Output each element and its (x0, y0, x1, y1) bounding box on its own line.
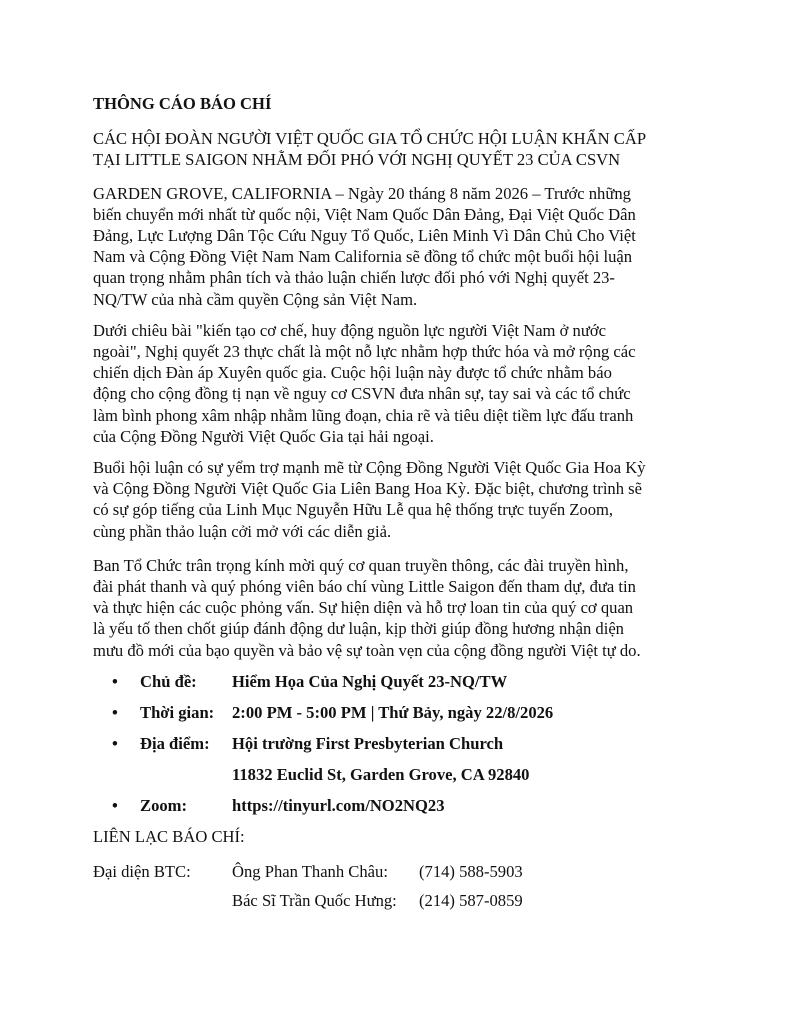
detail-topic (93, 671, 705, 692)
paragraph-intro (93, 183, 705, 310)
detail-place (93, 733, 705, 754)
zoom-link[interactable]: https://tinyurl.com/NO2NQ23 (232, 795, 445, 815)
title-line: TẠI LITTLE SAIGON NHẰM ĐỐI PHÓ VỚI NGHỊ QUYẾT 23 CỦA CSVN (93, 150, 621, 170)
paragraph-line: Buổi hội luận có sự yểm trợ mạnh mẽ từ Cộng Đồng Người Việt Quốc Gia Hoa Kỳ (93, 458, 646, 478)
detail-label: Thời gian: (140, 702, 215, 722)
paragraph-line: Đảng, Lực Lượng Dân Tộc Cứu Nguy Tổ Quốc, Liên Minh Vì Dân Chủ Cho Việt (93, 226, 636, 246)
paragraph-invitation (93, 555, 705, 661)
detail-value: 2:00 PM - 5:00 PM | Thứ Bảy, ngày 22/8/2026 (232, 702, 554, 722)
contact-row (93, 890, 705, 911)
bullet-icon: • (112, 733, 118, 753)
paragraph-line: ngoài", Nghị quyết 23 thực chất là một nỗ lực nhằm hợp thức hóa và mở rộng các (93, 342, 636, 362)
detail-place-address (93, 764, 705, 785)
contact-phone: (214) 587-0859 (419, 891, 523, 911)
paragraph-line: cùng phần thảo luận cởi mở với các diễn giả. (93, 521, 392, 541)
detail-value: 11832 Euclid St, Garden Grove, CA 92840 (232, 764, 530, 784)
detail-label: Địa điểm: (140, 733, 210, 753)
bullet-icon: • (112, 702, 118, 722)
detail-label: Chủ đề: (140, 671, 197, 691)
paragraph-line: của Cộng Đồng Người Việt Quốc Gia tại hải ngoại. (93, 426, 434, 446)
contact-row (93, 861, 705, 882)
detail-value: Hiểm Họa Của Nghị Quyết 23-NQ/TW (232, 671, 508, 691)
paragraph-line: động cho cộng đồng tị nạn về nguy cơ CSVN đưa nhân sự, tay sai và các tổ chức (93, 384, 631, 404)
paragraph-line: mưu đồ mới của bạo quyền và bảo vệ sự toàn vẹn của cộng đồng người Việt tự do. (93, 640, 641, 660)
bullet-icon: • (112, 671, 118, 691)
event-details-list (93, 671, 705, 816)
title-line: CÁC HỘI ĐOÀN NGƯỜI VIỆT QUỐC GIA TỔ CHỨC HỘI LUẬN KHẨN CẤP (93, 129, 647, 149)
detail-zoom (93, 795, 705, 816)
paragraph-line: đài phát thanh và quý phóng viên báo chí vùng Little Saigon đến tham dự, đưa tin (93, 577, 636, 597)
paragraph-line: có sự góp tiếng của Linh Mục Nguyễn Hữu Lễ qua hệ thống trực tuyến Zoom, (93, 500, 614, 520)
paragraph-line: GARDEN GROVE, CALIFORNIA – Ngày 20 tháng 8 năm 2026 – Trước những (93, 183, 631, 203)
paragraph-line: quan trọng nhằm phân tích và thảo luận chiến lược đối phó với Nghị quyết 23- (93, 268, 615, 288)
detail-label: Zoom: (140, 795, 188, 815)
contact-phone: (714) 588-5903 (419, 862, 523, 882)
paragraph-line: chiến dịch Đàn áp Xuyên quốc gia. Cuộc hội luận này được tổ chức nhằm báo (93, 363, 612, 383)
paragraph-line: NQ/TW của nhà cầm quyền Cộng sản Việt Nam. (93, 289, 418, 309)
contact-heading: LIÊN LẠC BÁO CHÍ: (93, 826, 245, 846)
paragraph-line: Nam và Cộng Đồng Việt Nam Nam California sẽ đồng tổ chức một buổi hội luận (93, 247, 633, 267)
paragraph-line: làm bình phong xâm nhập nhằm lũng đoạn, chia rẽ và tiêu diệt tiềm lực đấu tranh (93, 405, 634, 425)
press-release-body (93, 93, 705, 919)
paragraph-line: và Cộng Đồng Người Việt Quốc Gia Liên Bang Hoa Kỳ. Đặc biệt, chương trình sẽ (93, 479, 642, 499)
contact-name: Bác Sĩ Trần Quốc Hưng: (232, 891, 397, 911)
contact-name: Ông Phan Thanh Châu: (232, 862, 388, 882)
document-title (93, 128, 705, 170)
paragraph-resolution (93, 320, 705, 447)
detail-value: Hội trường First Presbyterian Church (232, 733, 504, 753)
paragraph-sponsors (93, 457, 705, 542)
paragraph-line: là yếu tố then chốt giúp đánh động dư luận, kịp thời giúp đồng hương nhận diện (93, 619, 624, 639)
paragraph-line: Ban Tổ Chức trân trọng kính mời quý cơ quan truyền thông, các đài truyền hình, (93, 555, 629, 575)
detail-time (93, 702, 705, 723)
paragraph-line: Dưới chiêu bài "kiến tạo cơ chế, huy động nguồn lực người Việt Nam ở nước (93, 320, 606, 340)
bullet-icon: • (112, 795, 118, 815)
document-heading: THÔNG CÁO BÁO CHÍ (93, 94, 272, 113)
paragraph-line: biến chuyển mới nhất từ quốc nội, Việt Nam Quốc Dân Đảng, Đại Việt Quốc Dân (93, 204, 636, 224)
paragraph-line: và thực hiện các cuộc phỏng vấn. Sự hiện diện và hỗ trợ loan tin của quý cơ quan (93, 598, 634, 618)
contact-label: Đại diện BTC: (93, 862, 191, 882)
